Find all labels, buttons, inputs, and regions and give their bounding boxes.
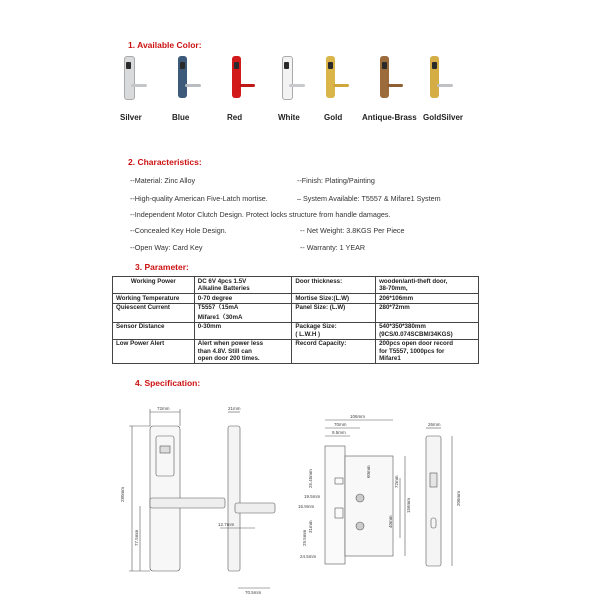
lock-swatch-silver (122, 56, 142, 104)
dim-label: 60mm (366, 465, 371, 478)
table-row (113, 294, 479, 304)
param-key: Working Temperature (113, 294, 195, 304)
dim-label: 40mm (388, 515, 393, 528)
char-weight: -- Net Weight: 3.8KGS Per Piece (300, 226, 405, 235)
specification-section-title: 4. Specification: (135, 378, 201, 388)
dim-label: 24.5mm (300, 554, 317, 559)
dim-label: 25.45mm (308, 469, 313, 488)
dim-label: 72mm (157, 406, 170, 411)
table-row (113, 339, 479, 363)
lock-swatch-antique-brass (378, 56, 398, 104)
color-label-gold: Gold (324, 113, 343, 122)
dim-label: 106mm (350, 414, 366, 419)
dim-label: 72mm (394, 475, 399, 488)
param-value: 0-70 degree (194, 294, 292, 304)
specification-drawing (110, 398, 480, 598)
param-value: 280*72mm (376, 303, 479, 322)
dim-label: 31mm (308, 520, 313, 533)
dim-label: 12.7mm (218, 522, 235, 527)
char-keyhole: --Concealed Key Hole Design. (130, 226, 227, 235)
lock-swatch-white (280, 56, 300, 104)
dim-label: 206mm (456, 490, 461, 506)
param-key: Mortise Size:(L.W) (292, 294, 376, 304)
param-key: Record Capacity: (292, 339, 376, 363)
dim-label: 70mm (334, 422, 347, 427)
param-value: 0-30mm (194, 322, 292, 339)
char-finish: --Finish: Plating/Painting (297, 176, 375, 185)
char-warranty: -- Warranty: 1 YEAR (300, 243, 366, 252)
dim-label: 26mm (428, 422, 441, 427)
dim-label: 9.5mm (332, 430, 346, 435)
dim-label: 77.5mm (134, 529, 139, 546)
table-row (113, 322, 479, 339)
param-value: DC 6V 4pcs 1.5V Alkaline Batteries (194, 277, 292, 294)
color-label-white: White (278, 113, 300, 122)
side-panel-outline (228, 426, 240, 571)
dim-label: 70.5mm (245, 590, 262, 595)
color-label-red: Red (227, 113, 243, 122)
side-handle (235, 503, 275, 513)
characteristics-section-title: 2. Characteristics: (128, 157, 202, 167)
table-row (113, 303, 479, 322)
color-label-antique-brass: Antique-Brass (362, 113, 417, 122)
param-key: Low Power Alert (113, 339, 195, 363)
table-row (113, 277, 479, 294)
parameter-section-title: 3. Parameter: (135, 262, 189, 272)
char-material: --Material: Zinc Alloy (130, 176, 196, 185)
dim-label: 21mm (228, 406, 241, 411)
lock-swatch-red (230, 56, 250, 104)
colors-section-title: 1. Available Color: (128, 40, 202, 50)
parameter-table (112, 276, 479, 364)
dim-label: 29.5mm (302, 529, 307, 546)
param-key: Door thickness: (292, 277, 376, 294)
param-key: Working Power (113, 277, 195, 294)
param-key: Sensor Distance (113, 322, 195, 339)
char-open-way: --Open Way: Card Key (130, 243, 203, 252)
param-value: Alert when power less than 4.8V. Still can open door 200 times. (194, 339, 292, 363)
param-key: Panel Size: (L.W) (292, 303, 376, 322)
dim-label: 280mm (120, 486, 125, 502)
param-value: 540*350*380mm (9CS/0.074SCBM/34KGS) (376, 322, 479, 339)
lock-swatch-gold (324, 56, 344, 104)
rear-panel-outline (426, 436, 441, 566)
dim-label: 16.9mm (298, 504, 315, 509)
lock-swatch-goldsilver (428, 56, 448, 104)
param-value: 200pcs open door record for T5557, 1000pcs for Mifare1 (376, 339, 479, 363)
dim-label: 19.5mm (304, 494, 321, 499)
mortise-faceplate (325, 446, 345, 564)
param-value: wooden/anti-theft door, 38-70mm, (376, 277, 479, 294)
dim-label: 156mm (406, 497, 411, 513)
param-value: 206*106mm (376, 294, 479, 304)
char-clutch: --Independent Motor Clutch Design. Protect locks structure from handle damages. (130, 210, 391, 219)
color-label-goldsilver: GoldSilver (423, 113, 464, 122)
color-label-blue: Blue (172, 113, 190, 122)
char-system: – System Available: T5557 & Mifare1 System (297, 194, 441, 203)
color-label-silver: Silver (120, 113, 142, 122)
front-handle (150, 498, 225, 508)
lock-swatch-blue (176, 56, 196, 104)
param-key: Package Size: ( L.W.H ) (292, 322, 376, 339)
color-swatches (118, 56, 473, 106)
param-value: T5557（15mA Mifare1（30mA (194, 303, 292, 322)
char-mortise: --High-quality American Five-Latch mortise. (130, 194, 268, 203)
param-key: Quiescent Current (113, 303, 195, 322)
